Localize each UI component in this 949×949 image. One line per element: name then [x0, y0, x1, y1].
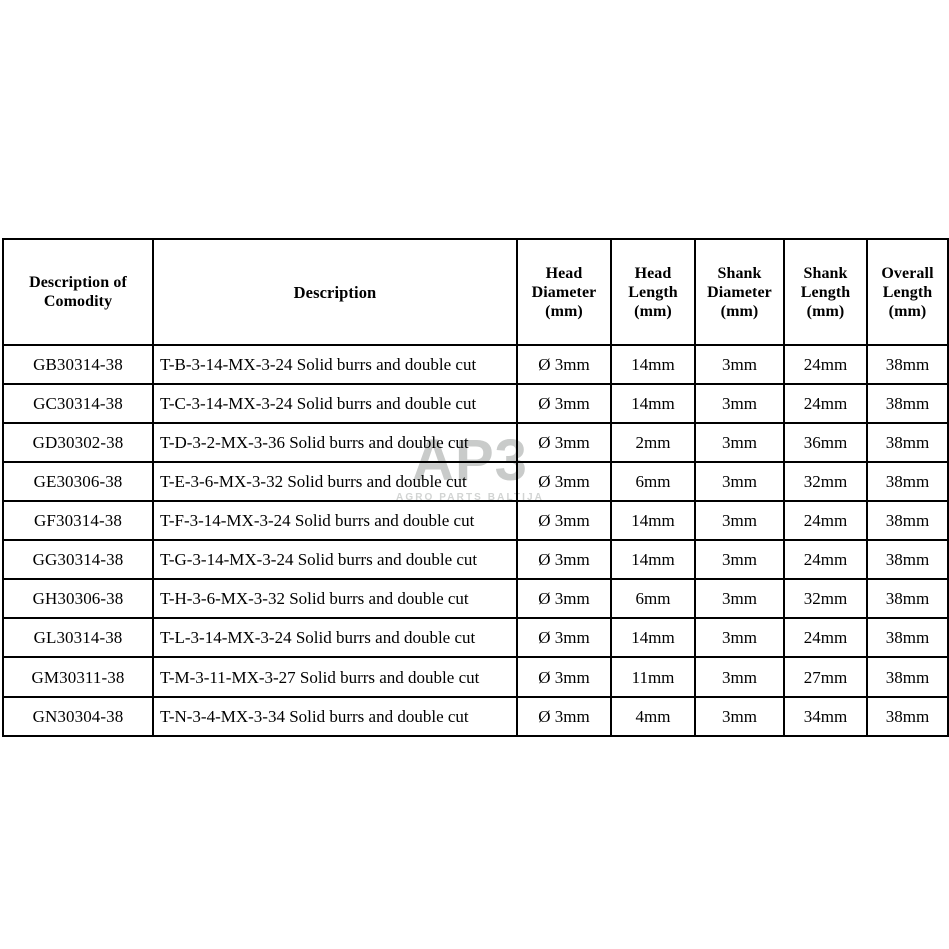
cell-description-of-comodity: [3, 657, 153, 697]
cell-description-of-comodity-text: GL30314-38: [33, 628, 123, 647]
table-row: [3, 462, 948, 501]
cell-head-length: [611, 697, 695, 736]
table-row: [3, 345, 948, 384]
cell-shank-length-text: 24mm: [803, 511, 848, 530]
cell-description-of-comodity: [3, 540, 153, 579]
cell-description-text: T-G-3-14-MX-3-24 Solid burrs and double cut: [160, 550, 478, 569]
cell-head-length-text: 14mm: [631, 394, 675, 413]
cell-overall-length: [867, 579, 948, 618]
cell-head-length: [611, 501, 695, 540]
cell-head-length: [611, 579, 695, 618]
cell-overall-length-text: 38mm: [885, 472, 930, 491]
cell-description: [153, 423, 517, 462]
cell-head-diameter-text: Ø 3mm: [538, 472, 590, 491]
cell-overall-length-text: 38mm: [885, 667, 930, 687]
cell-description-of-comodity-text: GB30314-38: [33, 355, 123, 374]
cell-shank-length-text: 34mm: [803, 707, 848, 726]
column-header-description-of-comodity: Description of Comodity: [3, 239, 153, 345]
cell-overall-length-text: 38mm: [885, 355, 930, 374]
cell-overall-length-text: 38mm: [885, 511, 930, 530]
cell-shank-diameter-text: 3mm: [722, 433, 757, 452]
cell-overall-length: [867, 423, 948, 462]
specification-table: [2, 238, 949, 737]
cell-overall-length-text: 38mm: [885, 628, 930, 647]
cell-head-diameter-text: Ø 3mm: [538, 394, 590, 413]
cell-shank-length: [784, 501, 867, 540]
cell-head-length: [611, 384, 695, 423]
cell-description-of-comodity-text: GD30302-38: [32, 433, 124, 452]
cell-description-of-comodity: [3, 697, 153, 736]
cell-shank-length: [784, 618, 867, 657]
cell-head-diameter: [517, 384, 611, 423]
watermark-logo-text: АР3: [412, 428, 528, 493]
table-row: [3, 579, 948, 618]
column-header-overall-length: Overall Length (mm): [867, 239, 948, 345]
cell-description: [153, 697, 517, 736]
cell-head-length-text: 14mm: [631, 628, 675, 647]
cell-head-diameter: [517, 462, 611, 501]
cell-overall-length: [867, 345, 948, 384]
cell-shank-diameter: [695, 579, 784, 618]
watermark-subtitle: AGRO PARTS BALTIJA: [396, 492, 544, 503]
cell-shank-length-text: 24mm: [803, 355, 848, 374]
specification-table-container: [2, 238, 947, 737]
cell-head-diameter-text: Ø 3mm: [538, 628, 590, 647]
cell-shank-diameter-text: 3mm: [722, 511, 757, 530]
cell-description-of-comodity: [3, 345, 153, 384]
table-row: [3, 697, 948, 736]
table-row: [3, 384, 948, 423]
cell-head-diameter-text: Ø 3mm: [538, 707, 590, 726]
cell-overall-length: [867, 618, 948, 657]
cell-description-of-comodity-text: GH30306-38: [32, 589, 124, 608]
table-row: [3, 540, 948, 579]
cell-head-length-text: 2mm: [635, 433, 671, 452]
cell-shank-diameter: [695, 384, 784, 423]
cell-description-of-comodity-text: GN30304-38: [32, 707, 124, 726]
cell-head-diameter: [517, 579, 611, 618]
cell-description-text: T-D-3-2-MX-3-36 Solid burrs and double cut: [160, 433, 469, 452]
cell-description-text: T-E-3-6-MX-3-32 Solid burrs and double cut: [160, 472, 467, 491]
cell-shank-length-text: 24mm: [803, 628, 848, 647]
cell-head-length: [611, 462, 695, 501]
cell-description: [153, 345, 517, 384]
cell-head-diameter-text: Ø 3mm: [538, 511, 590, 530]
cell-head-diameter: [517, 618, 611, 657]
cell-shank-diameter: [695, 423, 784, 462]
cell-description: [153, 501, 517, 540]
cell-head-length-text: 6mm: [635, 472, 671, 491]
cell-head-diameter: [517, 697, 611, 736]
table-row: [3, 423, 948, 462]
cell-head-diameter-text: Ø 3mm: [538, 667, 590, 687]
column-header-shank-diameter: Shank Diameter (mm): [695, 239, 784, 345]
cell-shank-length: [784, 657, 867, 697]
cell-shank-length: [784, 462, 867, 501]
cell-shank-length: [784, 384, 867, 423]
cell-shank-length: [784, 345, 867, 384]
cell-overall-length-text: 38mm: [885, 433, 930, 452]
cell-description: [153, 462, 517, 501]
cell-head-length: [611, 657, 695, 697]
cell-overall-length: [867, 540, 948, 579]
table-header: [3, 239, 948, 345]
column-header-description: Description: [153, 239, 517, 345]
cell-overall-length-text: 38mm: [885, 589, 930, 608]
cell-description-of-comodity: [3, 579, 153, 618]
cell-shank-diameter: [695, 697, 784, 736]
cell-shank-diameter-text: 3mm: [722, 628, 757, 647]
cell-description-of-comodity: [3, 384, 153, 423]
cell-head-diameter: [517, 501, 611, 540]
cell-shank-diameter-text: 3mm: [722, 394, 757, 413]
cell-description-of-comodity-text: GG30314-38: [32, 550, 124, 569]
cell-shank-diameter-text: 3mm: [722, 472, 757, 491]
cell-description-text: T-N-3-4-MX-3-34 Solid burrs and double cut: [160, 707, 469, 726]
cell-overall-length-text: 38mm: [885, 394, 930, 413]
table-row: [3, 657, 948, 697]
cell-head-diameter: [517, 345, 611, 384]
cell-head-length-text: 14mm: [631, 355, 675, 374]
cell-overall-length: [867, 384, 948, 423]
cell-shank-length-text: 36mm: [803, 433, 848, 452]
cell-shank-length: [784, 540, 867, 579]
cell-shank-diameter-text: 3mm: [722, 589, 757, 608]
cell-shank-length-text: 27mm: [803, 667, 848, 687]
cell-shank-diameter-text: 3mm: [722, 550, 757, 569]
table-header-row: [3, 239, 948, 345]
cell-head-length-text: 14mm: [631, 511, 675, 530]
cell-shank-length-text: 24mm: [803, 550, 848, 569]
cell-description-of-comodity: [3, 618, 153, 657]
cell-description-of-comodity-text: GF30314-38: [34, 511, 122, 530]
cell-shank-length-text: 32mm: [803, 472, 848, 491]
cell-shank-diameter-text: 3mm: [722, 667, 757, 687]
cell-head-diameter: [517, 423, 611, 462]
cell-overall-length: [867, 657, 948, 697]
cell-shank-diameter: [695, 657, 784, 697]
cell-overall-length-text: 38mm: [885, 550, 930, 569]
cell-description-text: T-M-3-11-MX-3-27 Solid burrs and double cut: [160, 667, 480, 687]
cell-description-text: T-H-3-6-MX-3-32 Solid burrs and double cut: [160, 589, 469, 608]
cell-head-length: [611, 618, 695, 657]
cell-overall-length: [867, 462, 948, 501]
cell-description-of-comodity-text: GE30306-38: [33, 472, 123, 491]
table-row: [3, 618, 948, 657]
cell-description: [153, 579, 517, 618]
cell-head-length-text: 4mm: [635, 707, 671, 726]
cell-shank-diameter: [695, 540, 784, 579]
cell-overall-length-text: 38mm: [885, 707, 930, 726]
cell-head-diameter-text: Ø 3mm: [538, 589, 590, 608]
cell-head-length: [611, 540, 695, 579]
cell-description-of-comodity-text: GC30314-38: [33, 394, 123, 413]
cell-head-length-text: 6mm: [635, 589, 671, 608]
cell-shank-length-text: 32mm: [803, 589, 848, 608]
table-body: [3, 345, 948, 736]
cell-shank-diameter: [695, 462, 784, 501]
cell-shank-length-text: 24mm: [803, 394, 848, 413]
cell-description-text: T-L-3-14-MX-3-24 Solid burrs and double cut: [160, 628, 476, 647]
cell-overall-length: [867, 501, 948, 540]
cell-description-text: T-F-3-14-MX-3-24 Solid burrs and double cut: [160, 511, 475, 530]
cell-head-length: [611, 345, 695, 384]
cell-description: [153, 657, 517, 697]
cell-description-of-comodity: [3, 423, 153, 462]
cell-head-diameter: [517, 657, 611, 697]
cell-shank-diameter: [695, 501, 784, 540]
cell-description-of-comodity-text: GM30311-38: [31, 667, 125, 687]
cell-head-diameter-text: Ø 3mm: [538, 433, 590, 452]
column-header-head-length: Head Length (mm): [611, 239, 695, 345]
cell-shank-diameter: [695, 618, 784, 657]
cell-description-of-comodity: [3, 462, 153, 501]
column-header-shank-length: Shank Length (mm): [784, 239, 867, 345]
cell-head-length-text: 14mm: [631, 550, 675, 569]
cell-head-diameter-text: Ø 3mm: [538, 355, 590, 374]
cell-shank-length: [784, 423, 867, 462]
cell-overall-length: [867, 697, 948, 736]
cell-shank-diameter: [695, 345, 784, 384]
cell-shank-length: [784, 697, 867, 736]
cell-description: [153, 540, 517, 579]
cell-description-of-comodity: [3, 501, 153, 540]
cell-shank-diameter-text: 3mm: [722, 707, 757, 726]
cell-shank-diameter-text: 3mm: [722, 355, 757, 374]
cell-description: [153, 384, 517, 423]
column-header-head-diameter: Head Diameter (mm): [517, 239, 611, 345]
cell-head-length: [611, 423, 695, 462]
cell-description-text: T-C-3-14-MX-3-24 Solid burrs and double cut: [160, 394, 477, 413]
cell-description-text: T-B-3-14-MX-3-24 Solid burrs and double cut: [160, 355, 477, 374]
cell-head-length-text: 11mm: [631, 667, 675, 687]
cell-description: [153, 618, 517, 657]
table-row: [3, 501, 948, 540]
cell-head-diameter-text: Ø 3mm: [538, 550, 590, 569]
cell-head-diameter: [517, 540, 611, 579]
cell-shank-length: [784, 579, 867, 618]
